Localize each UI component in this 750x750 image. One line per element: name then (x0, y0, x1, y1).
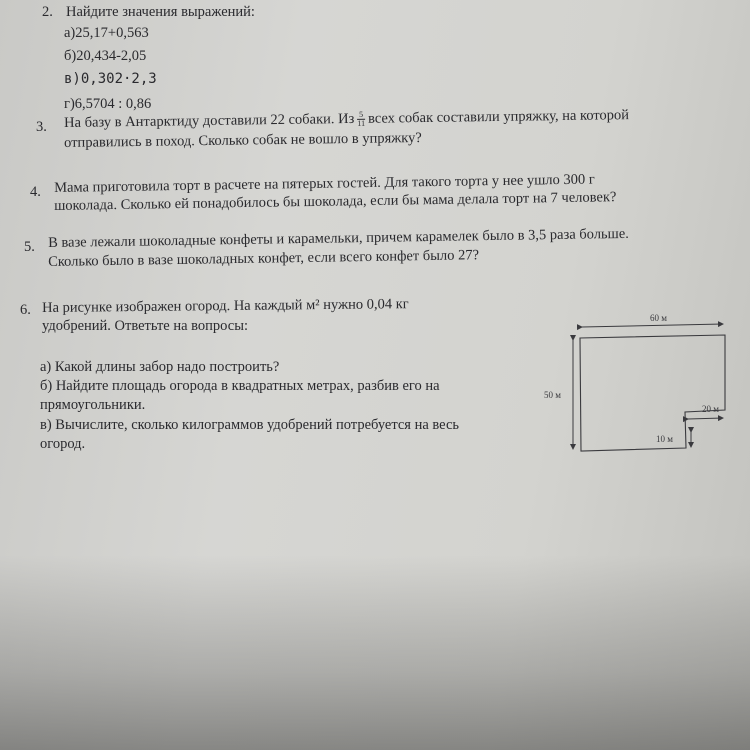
task-3-line-1-end: всех собак составили упряжку, на которой (367, 107, 630, 127)
task-6-question-c-line-2: огород. (40, 436, 86, 452)
task-4-line-1: Мама приготовила торт в расчете на пятерых гостей. Для такого торта у нее ушло 300 г (54, 171, 595, 196)
task-6-line-1: На рисунке изображен огород. На каждый м² нужно 0,04 кг (42, 296, 409, 316)
top-dimension-arrow (582, 324, 723, 327)
task-6-question-a: а) Какой длины забор надо построить? (40, 359, 280, 375)
fraction-numerator: 5 (359, 109, 364, 120)
task-3-line-1-start: На базу в Антарктиду доставили 22 собаки. Из (64, 110, 355, 131)
garden-diagram (532, 306, 737, 466)
task-3-number: 3. (36, 119, 47, 135)
task-3-line-2: отправились в поход. Сколько собак не вошло в упряжку? (64, 130, 422, 151)
task-5-line-1: В вазе лежали шоколадные конфеты и карамельки, причем карамелек было в 3,5 раза больше. (48, 225, 629, 251)
fraction-5-11 (357, 111, 365, 128)
task-5-line-2: Сколько было в вазе шоколадных конфет, если всего конфет было 27? (48, 247, 480, 270)
notch-width-label: 20 м (702, 404, 719, 414)
fraction-denominator: 11 (357, 118, 366, 129)
left-dimension-label: 50 м (544, 390, 561, 400)
task-4-line-2: шоколада. Сколько ей понадобилось бы шоколада, если бы мама делала торт на 7 человек? (54, 189, 617, 214)
notch-width-arrow (688, 418, 723, 419)
task-6-line-2: удобрений. Ответьте на вопросы: (42, 318, 249, 334)
garden-outline (580, 335, 725, 451)
task-2-number: 2. (42, 4, 53, 20)
task-2-item-d: г)6,5704 : 0,86 (64, 96, 152, 112)
task-6-number: 6. (20, 302, 31, 318)
task-2-title: Найдите значения выражений: (66, 4, 255, 20)
task-4-number: 4. (30, 184, 41, 200)
notch-height-label: 10 м (656, 434, 673, 444)
task-2-item-c: в)0,302·2,3 (64, 71, 157, 87)
top-dimension-label: 60 м (650, 313, 667, 323)
task-6-question-b-line-1: б) Найдите площадь огорода в квадратных метрах, разбив его на (40, 378, 440, 394)
task-5-number: 5. (24, 239, 35, 255)
task-6-question-b-line-2: прямоугольники. (40, 397, 146, 413)
task-2-item-b: б)20,434-2,05 (64, 48, 147, 64)
task-2-item-a: а)25,17+0,563 (64, 25, 149, 41)
task-6-question-c-line-1: в) Вычислите, сколько килограммов удобрений потребуется на весь (40, 417, 459, 433)
page-shadow (0, 555, 750, 750)
